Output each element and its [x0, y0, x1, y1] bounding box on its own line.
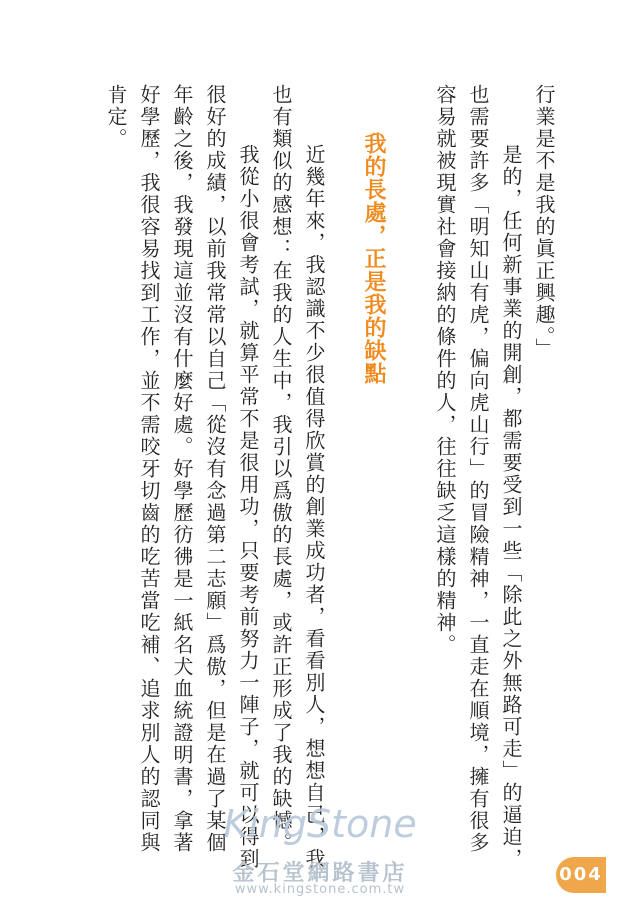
- text-column-11: 肯定。: [104, 84, 128, 150]
- text-column-9: 年齡之後，我發現這並沒有什麼好處。好學歷彷彿是一紙名犬血統證明書，拿著: [170, 84, 194, 854]
- kingstone-url: www.kingstone.com.tw: [234, 882, 406, 897]
- text-column-10: 好學歷，我很容易找到工作，並不需咬牙切齒的吃苦當吃補、追求別人的認同與: [137, 84, 161, 854]
- text-column-3: 也需要許多「明知山有虎，偏向虎山行」的冒險精神，一直走在順境，擁有很多: [466, 84, 490, 854]
- section-heading: 我的長處，正是我的缺點: [361, 132, 387, 385]
- page-number-badge: 004: [556, 857, 606, 893]
- text-column-8: 很好的成績，以前我常常以自己「從沒有念過第二志願」爲傲，但是在過了某個: [203, 84, 227, 854]
- text-column-6: 也有類似的感想：在我的人生中，我引以爲傲的長處，或許正形成了我的缺憾。: [269, 84, 293, 854]
- kingstone-chinese-name: 金石堂網路書店: [232, 860, 408, 886]
- text-column-4: 容易就被現實社會接納的條件的人，往往缺乏這樣的精神。: [433, 84, 457, 656]
- text-column-2: 是的，任何新事業的開創，都需要受到一些「除此之外無路可走」的逼迫，: [499, 122, 523, 870]
- text-column-1: 行業是不是我的眞正興趣。」: [532, 84, 556, 360]
- text-column-7: 我從小很會考試，就算平常不是很用功，只要考前努力一陣子，就可以得到: [236, 122, 260, 870]
- text-column-5: 近幾年來，我認識不少很值得欣賞的創業成功者，看看別人，想想自己，我: [302, 122, 326, 870]
- kingstone-logo: KingStone: [223, 802, 417, 846]
